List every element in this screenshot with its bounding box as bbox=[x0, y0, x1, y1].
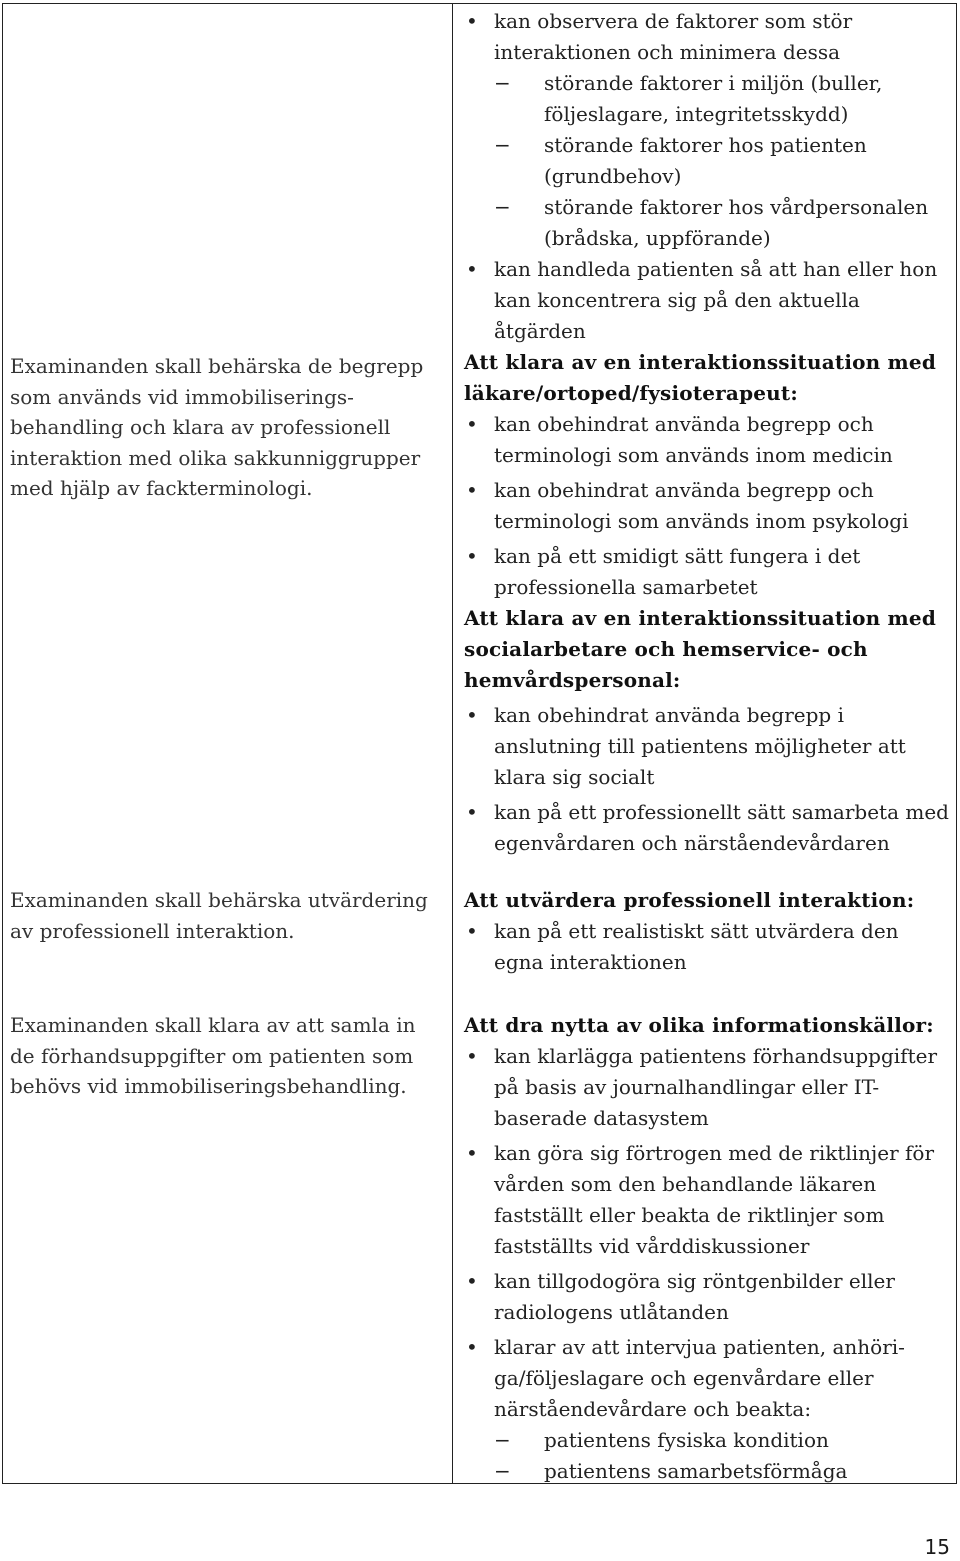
page-number: 15 bbox=[924, 1535, 950, 1559]
sub-item: − störande faktorer i miljön (buller, följeslagare, integritetsskydd) bbox=[464, 68, 954, 130]
list-item: • kan obehindrat använda begrepp i anslutning till patientens möjligheter att klara sig socialt bbox=[464, 700, 954, 793]
dash-icon: − bbox=[494, 195, 511, 219]
sub-item: − störande faktorer hos vårdpersonalen (brådska, uppförande) bbox=[464, 192, 954, 254]
bullet-icon: • bbox=[466, 1335, 478, 1359]
section-evaluation bbox=[464, 885, 954, 978]
bullet-icon: • bbox=[466, 919, 478, 943]
list-item: • kan observera de faktorer som stör interaktionen och minimera dessa bbox=[464, 6, 954, 68]
left-cell-terminology: Examinanden skall behärska de begrepp som används vid immobiliserings-behandling och klara av professionell interaktion med olika sakkunniggrupper med hjälp av fackterminologi. bbox=[10, 354, 424, 500]
dash-icon: − bbox=[494, 71, 511, 95]
dash-icon: − bbox=[494, 1428, 511, 1452]
left-cell-prior-information: Examinanden skall klara av att samla in de förhandsuppgifter om patienten som behövs vid immobiliseringsbehandling. bbox=[10, 1013, 416, 1098]
section-interaction-factors bbox=[464, 6, 954, 859]
list-item: • kan på ett realistiskt sätt utvärdera den egna interaktionen bbox=[464, 916, 954, 978]
bullet-icon: • bbox=[466, 1044, 478, 1068]
section-heading: Att utvärdera professionell interaktion: bbox=[464, 888, 915, 912]
sub-item: − patientens fysiska kondition bbox=[464, 1425, 954, 1456]
left-cell-evaluation: Examinanden skall behärska utvärdering av professionell interaktion. bbox=[10, 888, 428, 943]
list-item: • kan på ett professionellt sätt samarbeta med egenvårdaren och närståendevårdaren bbox=[464, 797, 954, 859]
dash-icon: − bbox=[494, 1459, 511, 1483]
bullet-icon: • bbox=[466, 703, 478, 727]
section-heading: Att klara av en interaktionssituation med läkare/ortoped/fysioterapeut: bbox=[464, 350, 937, 405]
bullet-icon: • bbox=[466, 9, 478, 33]
list-item: • kan tillgodogöra sig röntgenbilder eller radiologens utlåtanden bbox=[464, 1266, 954, 1328]
list-item: • kan på ett smidigt sätt fungera i det professionella samarbetet bbox=[464, 541, 954, 603]
section-heading: Att klara av en interaktionssituation med socialarbetare och hemservice- och hemvårdspersonal: bbox=[464, 606, 937, 692]
bullet-icon: • bbox=[466, 800, 478, 824]
list-item: • kan obehindrat använda begrepp och terminologi som används inom psykologi bbox=[464, 475, 954, 537]
sub-item: − störande faktorer hos patienten (grundbehov) bbox=[464, 130, 954, 192]
sub-item: − patientens samarbetsförmåga bbox=[464, 1456, 954, 1487]
bullet-icon: • bbox=[466, 1141, 478, 1165]
list-item: • kan göra sig förtrogen med de riktlinjer för vården som den behandlande läkaren fastställt eller beakta de riktlinjer som fastställts vid vårddiskussioner bbox=[464, 1138, 954, 1262]
dash-icon: − bbox=[494, 133, 511, 157]
bullet-icon: • bbox=[466, 544, 478, 568]
section-heading: Att dra nytta av olika informationskällor: bbox=[464, 1013, 934, 1037]
bullet-icon: • bbox=[466, 1269, 478, 1293]
bullet-icon: • bbox=[466, 478, 478, 502]
section-information-sources bbox=[464, 1010, 954, 1487]
bullet-icon: • bbox=[466, 257, 478, 281]
list-item: • kan obehindrat använda begrepp och terminologi som används inom medicin bbox=[464, 409, 954, 471]
list-item: • klarar av att intervjua patienten, anhöri-ga/följeslagare och egenvårdare eller närståendevårdare och beakta: bbox=[464, 1332, 954, 1425]
list-item: • kan klarlägga patientens förhandsuppgifter på basis av journalhandlingar eller IT-baserade datasystem bbox=[464, 1041, 954, 1134]
column-divider bbox=[452, 3, 453, 1484]
bullet-icon: • bbox=[466, 412, 478, 436]
list-item: • kan handleda patienten så att han eller hon kan koncentrera sig på den aktuella åtgärden bbox=[464, 254, 954, 347]
